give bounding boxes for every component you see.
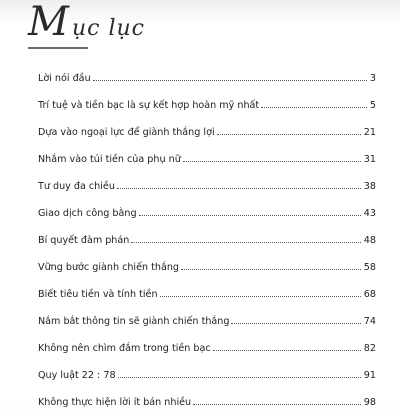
toc-entry-label: Lời nói đầu bbox=[38, 73, 91, 84]
toc-entry bbox=[38, 221, 376, 248]
toc-entry-page: 98 bbox=[363, 397, 376, 408]
toc-entry bbox=[38, 383, 376, 410]
title-rest: ục lục bbox=[71, 16, 145, 41]
toc-entry-page: 58 bbox=[363, 262, 376, 273]
table-of-contents bbox=[38, 59, 376, 410]
toc-entry-page: 74 bbox=[363, 316, 376, 327]
toc-entry-label: Giao dịch công bằng bbox=[38, 208, 137, 219]
dot-leader bbox=[217, 133, 361, 135]
toc-entry-label: Vững bước giành chiến thắng bbox=[38, 262, 180, 273]
toc-entry-label: Dựa vào ngoại lực để giành thắng lợi bbox=[38, 127, 215, 138]
toc-entry-label: Biết tiêu tiền và tính tiền bbox=[38, 289, 158, 300]
dot-leader bbox=[183, 160, 361, 162]
toc-entry-label: Không thực hiện lời ít bán nhiều bbox=[38, 397, 192, 408]
toc-entry-label: Tư duy đa chiều bbox=[38, 181, 115, 192]
toc-entry-label: Trí tuệ và tiền bạc là sự kết hợp hoàn mỹ nhất bbox=[38, 100, 260, 111]
toc-entry-page: 38 bbox=[363, 181, 376, 192]
toc-entry bbox=[38, 86, 376, 113]
toc-entry bbox=[38, 356, 376, 383]
toc-entry-page: 3 bbox=[369, 73, 376, 84]
toc-entry bbox=[38, 194, 376, 221]
toc-entry bbox=[38, 140, 376, 167]
toc-entry bbox=[38, 248, 376, 275]
toc-entry-label: Nắm bắt thông tin sẽ giành chiến thắng bbox=[38, 316, 230, 327]
toc-entry bbox=[38, 113, 376, 140]
dot-leader bbox=[93, 79, 367, 81]
toc-entry-label: Nhắm vào túi tiền của phụ nữ bbox=[38, 154, 181, 165]
page-title bbox=[28, 0, 145, 45]
toc-entry-page: 48 bbox=[363, 235, 376, 246]
dot-leader bbox=[231, 322, 360, 324]
toc-entry bbox=[38, 59, 376, 86]
title-initial: M bbox=[28, 0, 70, 45]
toc-entry-page: 31 bbox=[363, 154, 376, 165]
dot-leader bbox=[118, 376, 361, 378]
dot-leader bbox=[160, 295, 361, 297]
dot-leader bbox=[213, 349, 361, 351]
toc-entry-page: 5 bbox=[369, 100, 376, 111]
title-underline bbox=[28, 47, 88, 49]
dot-leader bbox=[181, 268, 361, 270]
dot-leader bbox=[117, 187, 361, 189]
dot-leader bbox=[131, 241, 360, 243]
toc-entry bbox=[38, 302, 376, 329]
toc-entry-label: Bí quyết đàm phán bbox=[38, 235, 130, 246]
dot-leader bbox=[261, 106, 367, 108]
toc-entry bbox=[38, 275, 376, 302]
toc-entry bbox=[38, 329, 376, 356]
dot-leader bbox=[139, 214, 361, 216]
dot-leader bbox=[193, 403, 361, 405]
toc-entry-page: 68 bbox=[363, 289, 376, 300]
toc-entry-page: 43 bbox=[363, 208, 376, 219]
toc-entry-page: 91 bbox=[363, 370, 376, 381]
toc-entry-label: Quy luật 22 : 78 bbox=[38, 370, 116, 381]
toc-entry bbox=[38, 167, 376, 194]
toc-entry-page: 82 bbox=[363, 343, 376, 354]
toc-entry-page: 21 bbox=[363, 127, 376, 138]
toc-entry-label: Không nên chìm đắm trong tiền bạc bbox=[38, 343, 211, 354]
